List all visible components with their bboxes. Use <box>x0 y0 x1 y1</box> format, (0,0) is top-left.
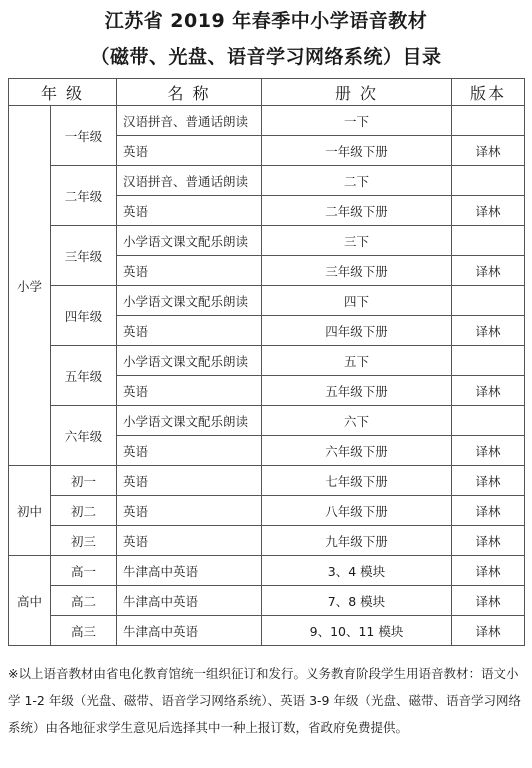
volume-cell: 五年级下册 <box>262 376 452 406</box>
volume-cell: 九年级下册 <box>262 526 452 556</box>
name-cell: 英语 <box>117 496 262 526</box>
table-row <box>9 346 525 376</box>
volume-cell: 七年级下册 <box>262 466 452 496</box>
name-cell: 英语 <box>117 466 262 496</box>
name-cell: 英语 <box>117 316 262 346</box>
grade-cell: 初一 <box>51 466 117 496</box>
name-cell: 牛津高中英语 <box>117 586 262 616</box>
grade-cell: 高三 <box>51 616 117 646</box>
name-cell: 汉语拼音、普通话朗读 <box>117 106 262 136</box>
header-name: 名 称 <box>117 79 262 106</box>
edition-cell <box>452 406 525 436</box>
volume-cell: 7、8 模块 <box>262 586 452 616</box>
volume-cell: 四下 <box>262 286 452 316</box>
volume-cell: 三下 <box>262 226 452 256</box>
volume-cell: 一年级下册 <box>262 136 452 166</box>
header-grade: 年 级 <box>9 79 117 106</box>
name-cell: 英语 <box>117 196 262 226</box>
volume-cell: 三年级下册 <box>262 256 452 286</box>
name-cell: 小学语文课文配乐朗读 <box>117 286 262 316</box>
edition-cell: 译林 <box>452 526 525 556</box>
name-cell: 英语 <box>117 436 262 466</box>
grade-cell: 初三 <box>51 526 117 556</box>
section-label-senior: 高中 <box>9 556 51 646</box>
table-row <box>9 286 525 316</box>
grade-cell: 六年级 <box>51 406 117 466</box>
section-label-junior: 初中 <box>9 466 51 556</box>
grade-cell: 五年级 <box>51 346 117 406</box>
edition-cell <box>452 226 525 256</box>
grade-cell: 高二 <box>51 586 117 616</box>
volume-cell: 八年级下册 <box>262 496 452 526</box>
document-title: 江苏省 2019 年春季中小学语音教材 <box>104 10 428 32</box>
grade-cell: 三年级 <box>51 226 117 286</box>
edition-cell: 译林 <box>452 316 525 346</box>
grade-cell: 初二 <box>51 496 117 526</box>
volume-cell: 六年级下册 <box>262 436 452 466</box>
table-row <box>9 616 525 646</box>
volume-cell: 一下 <box>262 106 452 136</box>
volume-cell: 3、4 模块 <box>262 556 452 586</box>
document-subtitle: （磁带、光盘、语音学习网络系统）目录 <box>90 46 442 68</box>
header-row <box>9 79 525 106</box>
grade-cell: 二年级 <box>51 166 117 226</box>
name-cell: 小学语文课文配乐朗读 <box>117 346 262 376</box>
edition-cell: 译林 <box>452 586 525 616</box>
name-cell: 牛津高中英语 <box>117 616 262 646</box>
header-volume: 册 次 <box>262 79 452 106</box>
table-row <box>9 466 525 496</box>
edition-cell: 译林 <box>452 496 525 526</box>
name-cell: 小学语文课文配乐朗读 <box>117 226 262 256</box>
name-cell: 小学语文课文配乐朗读 <box>117 406 262 436</box>
edition-cell: 译林 <box>452 256 525 286</box>
volume-cell: 二年级下册 <box>262 196 452 226</box>
edition-cell <box>452 166 525 196</box>
textbook-table <box>8 78 525 646</box>
table-row <box>9 556 525 586</box>
edition-cell <box>452 346 525 376</box>
name-cell: 英语 <box>117 376 262 406</box>
name-cell: 牛津高中英语 <box>117 556 262 586</box>
table-row <box>9 226 525 256</box>
volume-cell: 四年级下册 <box>262 316 452 346</box>
table-row <box>9 406 525 436</box>
name-cell: 英语 <box>117 526 262 556</box>
table-row <box>9 166 525 196</box>
grade-cell: 高一 <box>51 556 117 586</box>
header-edition: 版本 <box>452 79 525 106</box>
table-row <box>9 496 525 526</box>
edition-cell <box>452 286 525 316</box>
edition-cell: 译林 <box>452 136 525 166</box>
footnote: ※以上语音教材由省电化教育馆统一组织征订和发行。义务教育阶段学生用语音教材：语文小学 1-2 年级（光盘、磁带、语音学习网络系统）、英语 3-9 年级（光盘、磁带、语音学习网络系统）由各地征求学生意见后选择其中一种上报订数，省政府免费提供。 <box>8 666 521 735</box>
name-cell: 汉语拼音、普通话朗读 <box>117 166 262 196</box>
edition-cell: 译林 <box>452 466 525 496</box>
edition-cell: 译林 <box>452 196 525 226</box>
edition-cell <box>452 106 525 136</box>
section-label-primary: 小学 <box>9 106 51 466</box>
volume-cell: 五下 <box>262 346 452 376</box>
grade-cell: 一年级 <box>51 106 117 166</box>
table-row <box>9 106 525 136</box>
table-row <box>9 526 525 556</box>
edition-cell: 译林 <box>452 616 525 646</box>
volume-cell: 六下 <box>262 406 452 436</box>
edition-cell: 译林 <box>452 436 525 466</box>
table-row <box>9 586 525 616</box>
edition-cell: 译林 <box>452 556 525 586</box>
name-cell: 英语 <box>117 136 262 166</box>
volume-cell: 二下 <box>262 166 452 196</box>
grade-cell: 四年级 <box>51 286 117 346</box>
volume-cell: 9、10、11 模块 <box>262 616 452 646</box>
name-cell: 英语 <box>117 256 262 286</box>
edition-cell: 译林 <box>452 376 525 406</box>
